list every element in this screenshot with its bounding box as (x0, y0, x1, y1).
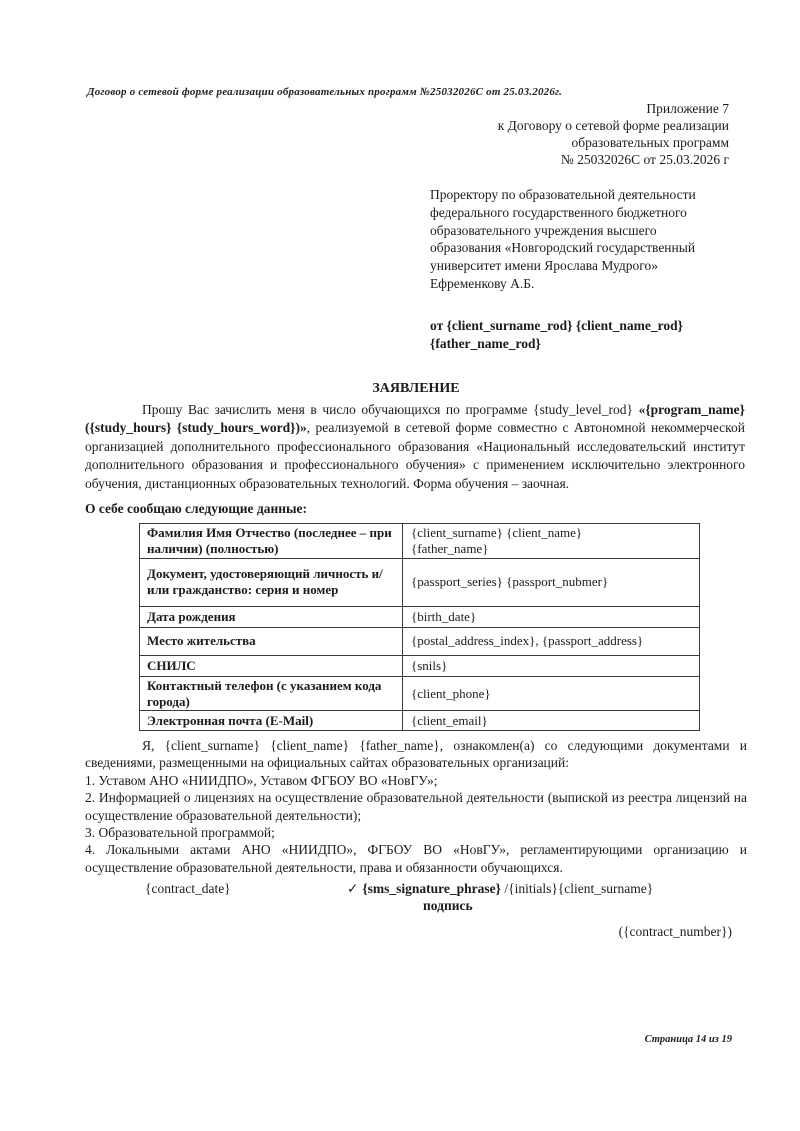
sms-signature-phrase: {sms_signature_phrase} (362, 881, 501, 896)
row-label: Документ, удостоверяющий личность и/или гражданство: серия и номер (140, 558, 403, 606)
table-row (140, 627, 700, 655)
addressee-line: Проректору по образовательной деятельности (430, 187, 696, 202)
ack-item: 1. Уставом АНО «НИИДПО», Уставом ФГБОУ ВО «НовГУ»; (85, 772, 438, 788)
personal-data-caption: О себе сообщаю следующие данные: (85, 501, 308, 516)
table-row (140, 655, 700, 676)
doc-reference-line: Договор о сетевой форме реализации образовательных программ №25032026С от 25.03.2026г. (87, 86, 563, 98)
ack-item: 4. Локальными актами АНО «НИИДПО», ФГБОУ ВО «НовГУ», регламентирующими организацию и осуществление образовательной деятельности, права и обязанности обучающихся. (85, 842, 747, 875)
row-value: {passport_series} {passport_nubmer} (403, 558, 700, 606)
appendix-block (498, 100, 729, 168)
row-value: {snils} (403, 655, 700, 676)
addressee-line: образовательного учреждения высшего (430, 222, 657, 238)
ack-intro: Я, {client_surname} {client_name} {father_name}, ознакомлен(а) со следующими документами и сведениями, размещенными на официальных сайтах образовательных организаций: (85, 738, 747, 771)
page-footer: Страница 14 из 19 (644, 1034, 732, 1045)
appendix-line: образовательных программ (571, 135, 729, 150)
signature-phrase-line (347, 880, 653, 897)
signature-caption: подпись (423, 898, 473, 913)
row-label: Фамилия Имя Отчество (последнее – при наличии) (полностью) (140, 524, 403, 559)
personal-data-table (139, 523, 700, 731)
signature-date: {contract_date} (145, 881, 231, 896)
table-row (140, 524, 700, 559)
request-paragraph (85, 401, 745, 493)
addressee-line: университет имени Ярослава Мудрого» (430, 258, 658, 274)
row-label: Дата рождения (140, 606, 403, 627)
row-value (403, 524, 700, 559)
row-label: Место жительства (140, 627, 403, 655)
table-row (140, 676, 700, 711)
request-text: , реализуемой в сетевой форме совместно с Автономной некоммерческой организацией дополнительного профессионального образования «Национальный исследовательский институт дополнительного образования и профессионального обучения» с применением исключительно электронного обучения, дистанционных образовательных технологий. Форма обучения – заочная. (85, 420, 746, 491)
ack-item: 3. Образовательной программой; (85, 825, 275, 841)
row-label: Электронная почта (E-Mail) (140, 711, 403, 731)
table-row (140, 711, 700, 731)
signature-initials: /{initials}{client_surname} (500, 881, 654, 896)
contract-number: ({contract_number}) (618, 924, 732, 939)
row-label: СНИЛС (140, 655, 403, 676)
row-value: {birth_date} (403, 606, 700, 627)
table-row (140, 606, 700, 627)
request-text: Прошу Вас зачислить меня в число обучающихся по программе {study_level_rod} (142, 402, 639, 417)
addressee-line: Ефременкову А.Б. (430, 275, 535, 291)
appendix-line: к Договору о сетевой форме реализации (497, 118, 729, 133)
addressee-line: образования «Новгородский государственный (430, 240, 696, 256)
table-row (140, 558, 700, 606)
addressee-line: федерального государственного бюджетного (430, 204, 687, 220)
row-value: {client_phone} (403, 676, 700, 711)
appendix-line: № 25032026С от 25.03.2026 г (560, 152, 729, 167)
addressee-block (430, 186, 755, 293)
from-line: от {client_surname_rod} {client_name_rod} {father_name_rod} (430, 318, 683, 351)
checkmark-icon: ✓ (347, 881, 359, 896)
signature-phrase-block (347, 880, 653, 914)
application-title: ЗАЯВЛЕНИЕ (372, 381, 460, 396)
row-value: {client_email} (403, 711, 700, 731)
row-value: {postal_address_index}, {passport_address} (403, 627, 700, 655)
appendix-line: Приложение 7 (646, 101, 729, 116)
row-label: Контактный телефон (с указанием кода города) (140, 676, 403, 711)
acknowledgment-paragraph (85, 737, 747, 876)
program-name-bold: «{program_name} ({study_hours} {study_hours_word})» (85, 402, 745, 436)
row-value-text: {client_surname} {client_name} {father_name} (411, 525, 583, 556)
ack-item: 2. Информацией о лицензиях на осуществление образовательной деятельности (выпиской из реестра лицензий на осуществление образовательной деятельности); (85, 790, 747, 823)
